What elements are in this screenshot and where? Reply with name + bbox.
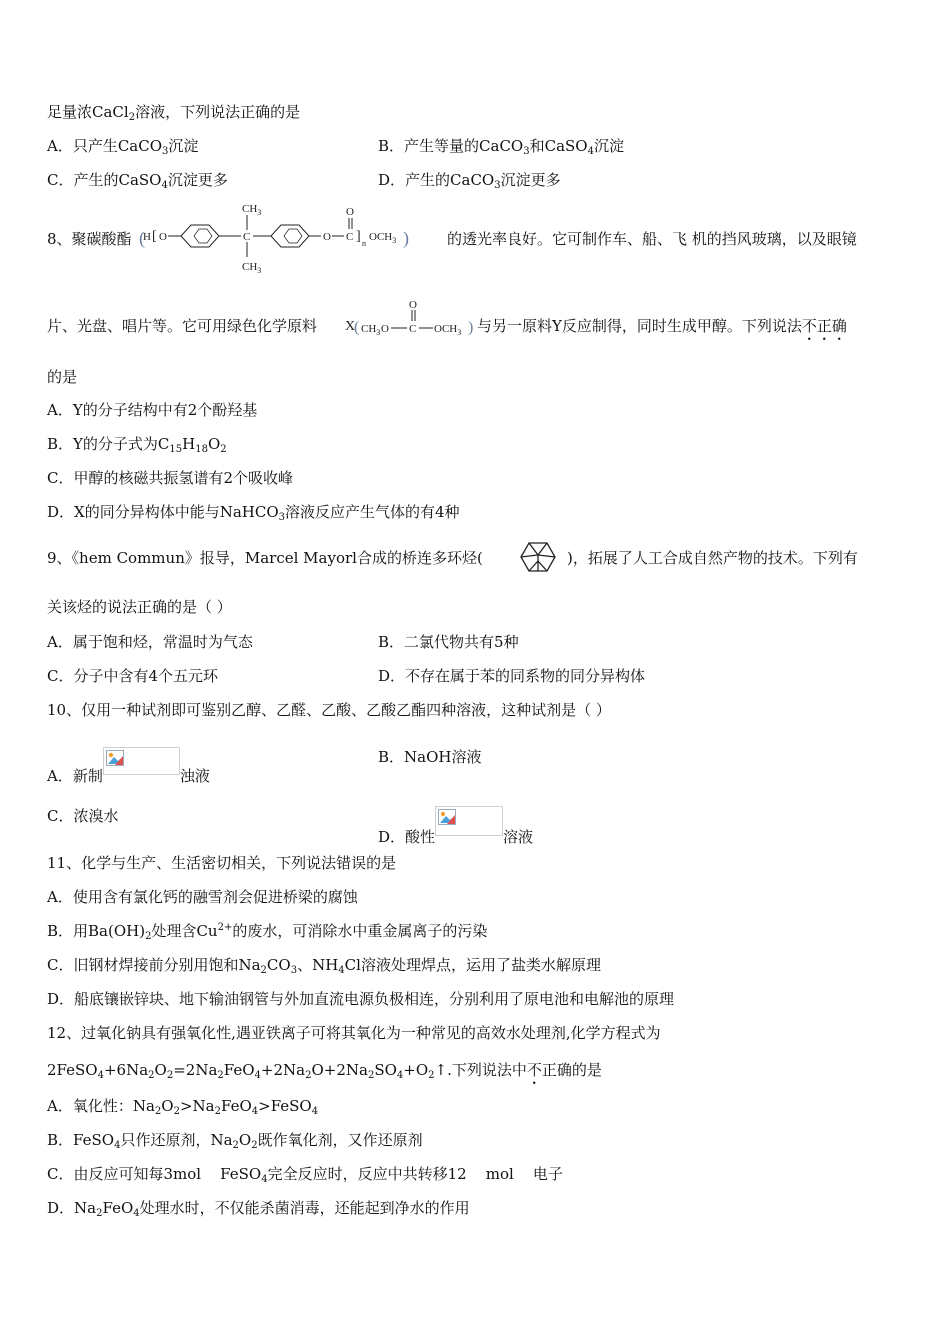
polymer-o1-label: O: [159, 231, 167, 243]
q10-stem: 10、仅用一种试剂即可鉴别乙醇、乙醛、乙酸、乙酸乙酯四种溶液，这种试剂是（ ）: [47, 701, 611, 719]
q10-option-d: D．酸性 溶液: [378, 806, 533, 847]
polymer-o3-label: O: [346, 206, 354, 218]
q9-option-b: B．二氯代物共有5种: [378, 633, 519, 651]
q7-option-d: D．产生的CaCO$_3$沉淀更多: [378, 171, 561, 191]
svg-text:): ): [403, 228, 409, 248]
dimethyl-carbonate-structure: [344, 296, 476, 346]
svg-text:(: (: [354, 319, 360, 336]
q9-stem-after: )，拓展了人工合成自然产物的技术。下列有: [567, 549, 858, 567]
polymer-ch3-top: CH: [242, 203, 258, 215]
q12-option-a: A．氧化性：$Na_2O_2>Na_2FeO_4>FeSO_4$: [47, 1097, 319, 1117]
polymer-och3-label: OCH: [369, 231, 393, 243]
q8-emphasis-not-correct: 不正确: [801, 317, 847, 335]
bridged-polycyclic-hydrocarbon-structure: [509, 535, 567, 579]
q7-stem-tail: 足量浓CaCl$_2$溶液，下列说法正确的是: [47, 103, 301, 123]
polymer-c-label: C: [243, 231, 251, 243]
q10-option-b: B．NaOH溶液: [378, 748, 482, 766]
broken-image-icon: [103, 747, 180, 775]
q11-option-c: C．旧钢材焊接前分别用饱和$Na_2CO_3$、$NH_4Cl$溶液处理焊点，运用了盐类水解原理: [47, 956, 601, 976]
x-och3-label: OCH: [434, 323, 458, 335]
q10-option-c: C．浓溴水: [47, 807, 119, 825]
q8-option-a: A．Y的分子结构中有2个酚羟基: [47, 401, 258, 419]
x-label: X: [345, 319, 356, 334]
svg-text:OCH3: $OCH_3$: [434, 323, 462, 337]
polymer-c2-label: C: [346, 231, 354, 243]
polymer-ch3-bottom: CH: [242, 261, 258, 273]
q9-stem-line2: 关该烃的说法正确的是（ ）: [47, 598, 232, 616]
svg-text:CH3: $CH_3$: [361, 323, 381, 337]
q12-emphasis-not: 不: [526, 1061, 542, 1079]
q8-stem-after-structure: 的透光率良好。它可制作车、船、飞 机的挡风玻璃，以及眼镜: [447, 230, 857, 248]
q8-stem-line2-mid: 与另一原料Y反应制得，同时生成甲醇。下列说法不正确: [477, 317, 847, 335]
svg-text:CH3: $CH_3$: [242, 203, 262, 217]
q11-option-d: D．船底镶嵌锌块、地下输油钢管与外加直流电源负极相连，分别利用了原电池和电解池的原理: [47, 990, 675, 1008]
q12-option-b: B．FeSO$_4$只作还原剂，$Na_2O_2$既作氧化剂，又作还原剂: [47, 1131, 423, 1151]
polymer-h-label: H: [143, 231, 151, 243]
q8-option-c: C．甲醇的核磁共振氢谱有2个吸收峰: [47, 469, 294, 487]
q11-stem: 11、化学与生产、生活密切相关，下列说法错误的是: [47, 854, 397, 872]
q11-option-a: A．使用含有氯化钙的融雪剂会促进桥梁的腐蚀: [47, 888, 358, 906]
broken-image-icon: [435, 806, 503, 836]
polymer-n-label: n: [362, 239, 366, 248]
svg-text:): ): [468, 319, 474, 336]
polycarbonate-structure: [137, 198, 417, 276]
q8-option-b: B．Y的分子式为$C_{15}H_{18}O_2$: [47, 435, 227, 455]
x-ch3-left: CH: [361, 323, 377, 335]
q8-stem-start: 8、聚碳酸酯: [47, 230, 132, 248]
svg-text:]: ]: [356, 229, 361, 244]
q9-option-c: C．分子中含有4个五元环: [47, 667, 219, 685]
q8-stem-line2-start: 片、光盘、唱片等。它可用绿色化学原料: [47, 317, 318, 335]
svg-text:CH3: $CH_3$: [242, 261, 262, 275]
q10-option-a: A．新制 浊液: [47, 747, 210, 786]
q8-option-d: D．X的同分异构体中能与NaHCO$_3$溶液反应产生气体的有4种: [47, 503, 460, 523]
svg-text:OCH3: $OCH_3$: [369, 231, 397, 245]
x-o-top: O: [409, 299, 417, 311]
q7-option-c: C．产生的CaSO$_4$沉淀更多: [47, 171, 228, 191]
q12-option-c: C．由反应可知每3mol FeSO$_4$完全反应时，反应中共转移12 mol 电子: [47, 1165, 563, 1185]
q12-option-d: D．$Na_2FeO_4$处理水时，不仅能杀菌消毒，还能起到净水的作用: [47, 1199, 470, 1219]
q7-option-b: B．产生等量的CaCO$_3$和CaSO$_4$沉淀: [378, 137, 624, 157]
q12-stem: 12、过氧化钠具有强氧化性,遇亚铁离子可将其氧化为一种常见的高效水处理剂,化学方程式为: [47, 1024, 661, 1042]
polymer-o2-label: O: [323, 231, 331, 243]
svg-text:(: (: [139, 228, 145, 248]
q9-stem-start: 9、《hem Commun》报导，Marcel Mayorl合成的桥连多环烃(: [47, 549, 483, 567]
q11-option-b: B．用$Ba(OH)_2$处理含$Cu^{2+}$的废水，可消除水中重金属离子的污染: [47, 922, 488, 942]
q8-stem-line3: 的是: [47, 368, 78, 386]
x-c-label: C: [409, 323, 417, 335]
x-o-mid: O: [381, 323, 389, 335]
q7-option-a: A．只产生CaCO$_3$沉淀: [47, 137, 199, 157]
q12-equation: $2FeSO_4+6Na_2O_2=2Na_2FeO_4+2Na_2O+2Na_2SO_4+O_2↑$.下列说法中不正确的是: [47, 1061, 602, 1081]
q9-option-d: D．不存在属于苯的同系物的同分异构体: [378, 667, 646, 685]
svg-text:[: [: [152, 229, 157, 244]
q9-option-a: A．属于饱和烃，常温时为气态: [47, 633, 253, 651]
